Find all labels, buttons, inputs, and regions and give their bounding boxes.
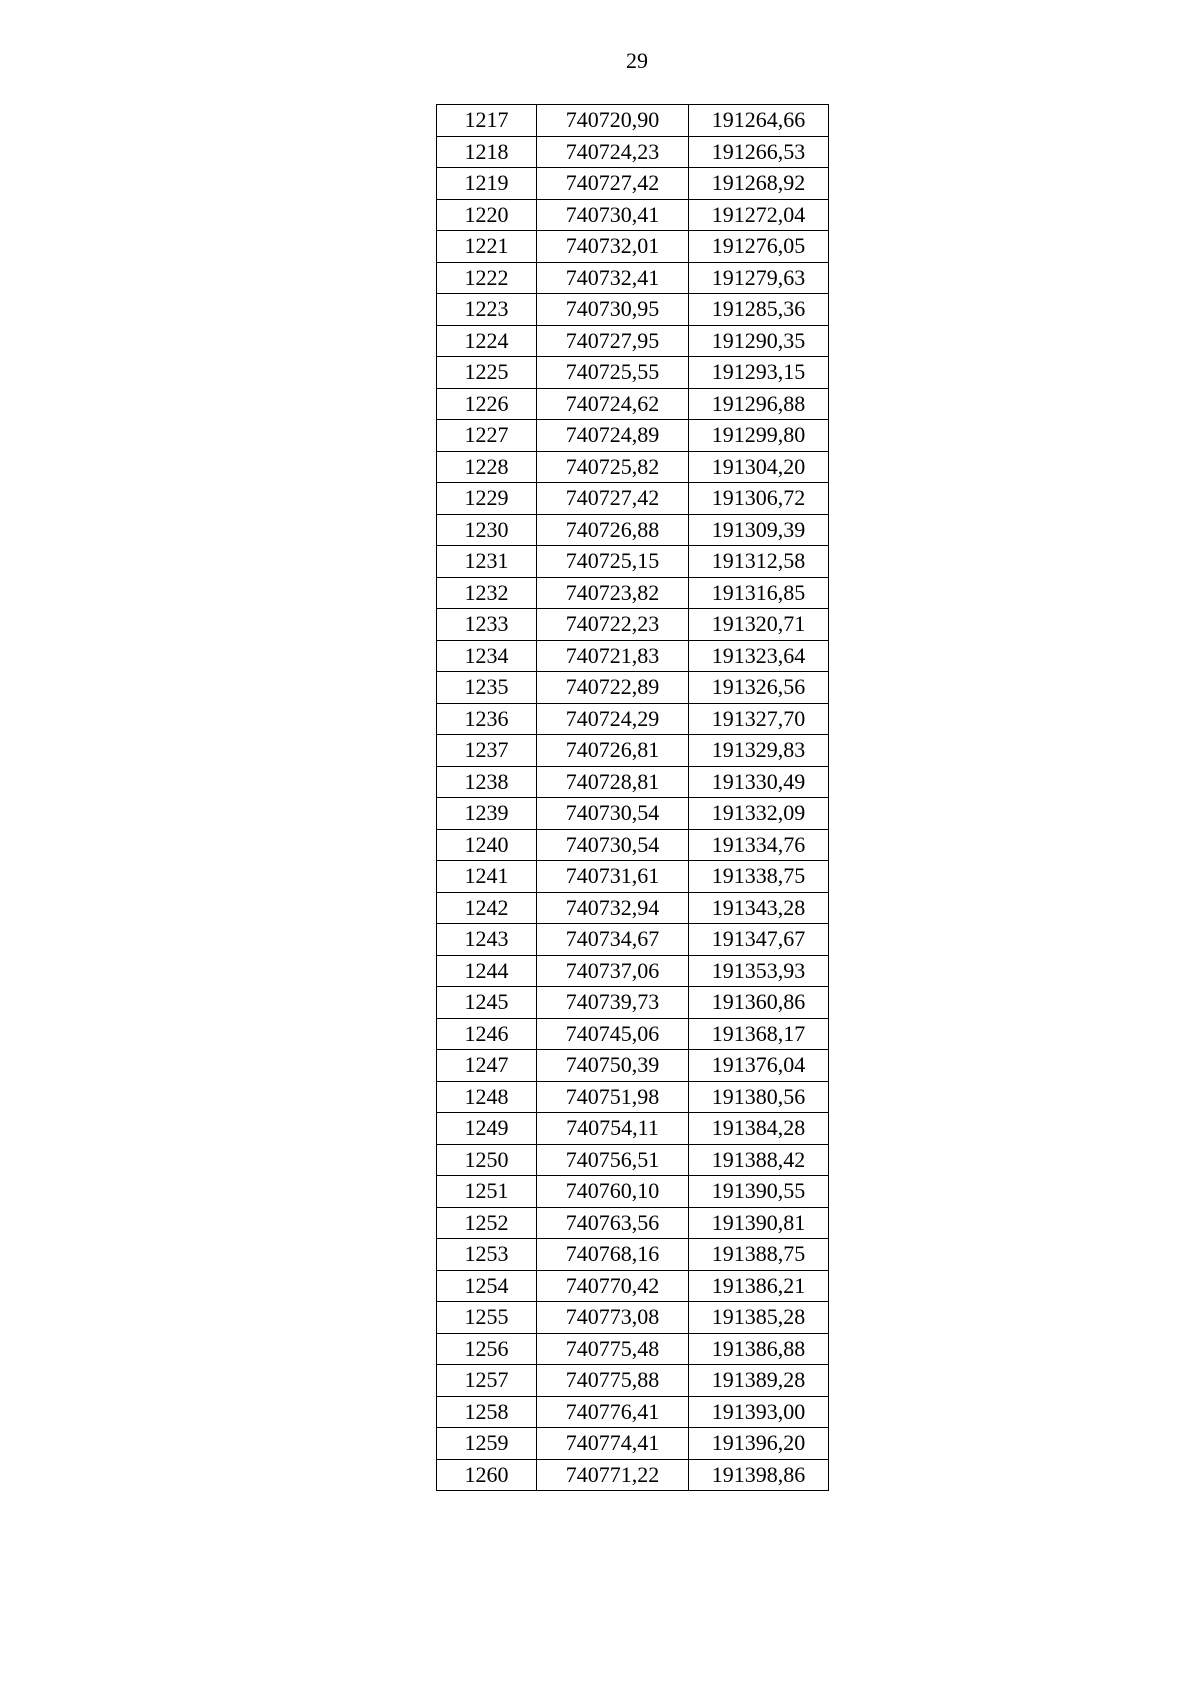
x-coordinate-cell: 740724,62	[537, 388, 689, 420]
table-row	[437, 703, 829, 735]
point-number-cell: 1246	[437, 1018, 537, 1050]
point-number-cell: 1217	[437, 105, 537, 137]
coordinates-table-body	[437, 105, 829, 1491]
y-coordinate-cell: 191384,28	[689, 1113, 829, 1145]
y-coordinate-cell: 191290,35	[689, 325, 829, 357]
x-coordinate-cell: 740745,06	[537, 1018, 689, 1050]
table-row	[437, 924, 829, 956]
x-coordinate-cell: 740768,16	[537, 1239, 689, 1271]
y-coordinate-cell: 191266,53	[689, 136, 829, 168]
table-row	[437, 514, 829, 546]
table-row	[437, 829, 829, 861]
x-coordinate-cell: 740763,56	[537, 1207, 689, 1239]
x-coordinate-cell: 740776,41	[537, 1396, 689, 1428]
x-coordinate-cell: 740724,89	[537, 420, 689, 452]
point-number-cell: 1248	[437, 1081, 537, 1113]
x-coordinate-cell: 740724,29	[537, 703, 689, 735]
y-coordinate-cell: 191389,28	[689, 1365, 829, 1397]
y-coordinate-cell: 191279,63	[689, 262, 829, 294]
x-coordinate-cell: 740726,88	[537, 514, 689, 546]
x-coordinate-cell: 740751,98	[537, 1081, 689, 1113]
table-row	[437, 136, 829, 168]
point-number-cell: 1218	[437, 136, 537, 168]
x-coordinate-cell: 740730,95	[537, 294, 689, 326]
y-coordinate-cell: 191332,09	[689, 798, 829, 830]
table-row	[437, 420, 829, 452]
x-coordinate-cell: 740739,73	[537, 987, 689, 1019]
y-coordinate-cell: 191398,86	[689, 1459, 829, 1491]
x-coordinate-cell: 740721,83	[537, 640, 689, 672]
y-coordinate-cell: 191385,28	[689, 1302, 829, 1334]
point-number-cell: 1243	[437, 924, 537, 956]
x-coordinate-cell: 740754,11	[537, 1113, 689, 1145]
table-row	[437, 1459, 829, 1491]
y-coordinate-cell: 191296,88	[689, 388, 829, 420]
point-number-cell: 1257	[437, 1365, 537, 1397]
x-coordinate-cell: 740731,61	[537, 861, 689, 893]
y-coordinate-cell: 191276,05	[689, 231, 829, 263]
table-row	[437, 1144, 829, 1176]
point-number-cell: 1255	[437, 1302, 537, 1334]
table-row	[437, 105, 829, 137]
point-number-cell: 1245	[437, 987, 537, 1019]
table-row	[437, 861, 829, 893]
y-coordinate-cell: 191368,17	[689, 1018, 829, 1050]
y-coordinate-cell: 191272,04	[689, 199, 829, 231]
point-number-cell: 1227	[437, 420, 537, 452]
table-row	[437, 955, 829, 987]
point-number-cell: 1237	[437, 735, 537, 767]
point-number-cell: 1247	[437, 1050, 537, 1082]
x-coordinate-cell: 740732,94	[537, 892, 689, 924]
table-row	[437, 1365, 829, 1397]
table-row	[437, 1428, 829, 1460]
x-coordinate-cell: 740727,42	[537, 168, 689, 200]
x-coordinate-cell: 740725,55	[537, 357, 689, 389]
table-row	[437, 1018, 829, 1050]
point-number-cell: 1228	[437, 451, 537, 483]
y-coordinate-cell: 191309,39	[689, 514, 829, 546]
x-coordinate-cell: 740771,22	[537, 1459, 689, 1491]
table-row	[437, 1270, 829, 1302]
table-row	[437, 1081, 829, 1113]
x-coordinate-cell: 740730,41	[537, 199, 689, 231]
table-row	[437, 892, 829, 924]
y-coordinate-cell: 191299,80	[689, 420, 829, 452]
point-number-cell: 1254	[437, 1270, 537, 1302]
table-row	[437, 672, 829, 704]
table-row	[437, 388, 829, 420]
y-coordinate-cell: 191316,85	[689, 577, 829, 609]
table-row	[437, 1113, 829, 1145]
x-coordinate-cell: 740725,15	[537, 546, 689, 578]
point-number-cell: 1225	[437, 357, 537, 389]
x-coordinate-cell: 740774,41	[537, 1428, 689, 1460]
point-number-cell: 1236	[437, 703, 537, 735]
page-number: 29	[626, 48, 648, 73]
point-number-cell: 1242	[437, 892, 537, 924]
table-row	[437, 168, 829, 200]
point-number-cell: 1231	[437, 546, 537, 578]
point-number-cell: 1250	[437, 1144, 537, 1176]
point-number-cell: 1223	[437, 294, 537, 326]
y-coordinate-cell: 191343,28	[689, 892, 829, 924]
x-coordinate-cell: 740727,95	[537, 325, 689, 357]
point-number-cell: 1244	[437, 955, 537, 987]
x-coordinate-cell: 740724,23	[537, 136, 689, 168]
y-coordinate-cell: 191320,71	[689, 609, 829, 641]
y-coordinate-cell: 191327,70	[689, 703, 829, 735]
table-row	[437, 577, 829, 609]
y-coordinate-cell: 191264,66	[689, 105, 829, 137]
y-coordinate-cell: 191285,36	[689, 294, 829, 326]
table-row	[437, 231, 829, 263]
table-row	[437, 987, 829, 1019]
table-row	[437, 1050, 829, 1082]
y-coordinate-cell: 191323,64	[689, 640, 829, 672]
point-number-cell: 1239	[437, 798, 537, 830]
table-row	[437, 640, 829, 672]
table-row	[437, 546, 829, 578]
y-coordinate-cell: 191312,58	[689, 546, 829, 578]
x-coordinate-cell: 740722,23	[537, 609, 689, 641]
y-coordinate-cell: 191360,86	[689, 987, 829, 1019]
y-coordinate-cell: 191329,83	[689, 735, 829, 767]
point-number-cell: 1234	[437, 640, 537, 672]
x-coordinate-cell: 740750,39	[537, 1050, 689, 1082]
y-coordinate-cell: 191396,20	[689, 1428, 829, 1460]
point-number-cell: 1224	[437, 325, 537, 357]
point-number-cell: 1240	[437, 829, 537, 861]
table-row	[437, 766, 829, 798]
y-coordinate-cell: 191353,93	[689, 955, 829, 987]
point-number-cell: 1233	[437, 609, 537, 641]
x-coordinate-cell: 740773,08	[537, 1302, 689, 1334]
coordinates-table	[436, 104, 829, 1491]
y-coordinate-cell: 191347,67	[689, 924, 829, 956]
table-row	[437, 735, 829, 767]
point-number-cell: 1221	[437, 231, 537, 263]
x-coordinate-cell: 740727,42	[537, 483, 689, 515]
x-coordinate-cell: 740775,88	[537, 1365, 689, 1397]
y-coordinate-cell: 191386,21	[689, 1270, 829, 1302]
table-row	[437, 1396, 829, 1428]
table-row	[437, 609, 829, 641]
x-coordinate-cell: 740732,01	[537, 231, 689, 263]
y-coordinate-cell: 191390,81	[689, 1207, 829, 1239]
y-coordinate-cell: 191386,88	[689, 1333, 829, 1365]
table-row	[437, 1207, 829, 1239]
point-number-cell: 1230	[437, 514, 537, 546]
table-row	[437, 294, 829, 326]
y-coordinate-cell: 191268,92	[689, 168, 829, 200]
point-number-cell: 1232	[437, 577, 537, 609]
x-coordinate-cell: 740756,51	[537, 1144, 689, 1176]
y-coordinate-cell: 191330,49	[689, 766, 829, 798]
point-number-cell: 1229	[437, 483, 537, 515]
x-coordinate-cell: 740760,10	[537, 1176, 689, 1208]
point-number-cell: 1260	[437, 1459, 537, 1491]
point-number-cell: 1252	[437, 1207, 537, 1239]
x-coordinate-cell: 740732,41	[537, 262, 689, 294]
table-row	[437, 199, 829, 231]
x-coordinate-cell: 740734,67	[537, 924, 689, 956]
point-number-cell: 1256	[437, 1333, 537, 1365]
point-number-cell: 1251	[437, 1176, 537, 1208]
y-coordinate-cell: 191304,20	[689, 451, 829, 483]
table-row	[437, 262, 829, 294]
table-row	[437, 798, 829, 830]
y-coordinate-cell: 191393,00	[689, 1396, 829, 1428]
table-row	[437, 1302, 829, 1334]
point-number-cell: 1249	[437, 1113, 537, 1145]
table-row	[437, 483, 829, 515]
y-coordinate-cell: 191390,55	[689, 1176, 829, 1208]
x-coordinate-cell: 740730,54	[537, 829, 689, 861]
y-coordinate-cell: 191380,56	[689, 1081, 829, 1113]
point-number-cell: 1226	[437, 388, 537, 420]
point-number-cell: 1259	[437, 1428, 537, 1460]
point-number-cell: 1258	[437, 1396, 537, 1428]
x-coordinate-cell: 740726,81	[537, 735, 689, 767]
x-coordinate-cell: 740737,06	[537, 955, 689, 987]
y-coordinate-cell: 191338,75	[689, 861, 829, 893]
y-coordinate-cell: 191376,04	[689, 1050, 829, 1082]
y-coordinate-cell: 191334,76	[689, 829, 829, 861]
point-number-cell: 1253	[437, 1239, 537, 1271]
point-number-cell: 1241	[437, 861, 537, 893]
point-number-cell: 1235	[437, 672, 537, 704]
y-coordinate-cell: 191326,56	[689, 672, 829, 704]
table-row	[437, 451, 829, 483]
y-coordinate-cell: 191388,42	[689, 1144, 829, 1176]
x-coordinate-cell: 740723,82	[537, 577, 689, 609]
table-row	[437, 1176, 829, 1208]
point-number-cell: 1222	[437, 262, 537, 294]
table-row	[437, 325, 829, 357]
x-coordinate-cell: 740728,81	[537, 766, 689, 798]
table-row	[437, 1239, 829, 1271]
point-number-cell: 1219	[437, 168, 537, 200]
y-coordinate-cell: 191293,15	[689, 357, 829, 389]
x-coordinate-cell: 740725,82	[537, 451, 689, 483]
point-number-cell: 1238	[437, 766, 537, 798]
x-coordinate-cell: 740720,90	[537, 105, 689, 137]
x-coordinate-cell: 740770,42	[537, 1270, 689, 1302]
point-number-cell: 1220	[437, 199, 537, 231]
y-coordinate-cell: 191306,72	[689, 483, 829, 515]
table-row	[437, 357, 829, 389]
y-coordinate-cell: 191388,75	[689, 1239, 829, 1271]
x-coordinate-cell: 740722,89	[537, 672, 689, 704]
x-coordinate-cell: 740775,48	[537, 1333, 689, 1365]
x-coordinate-cell: 740730,54	[537, 798, 689, 830]
table-row	[437, 1333, 829, 1365]
